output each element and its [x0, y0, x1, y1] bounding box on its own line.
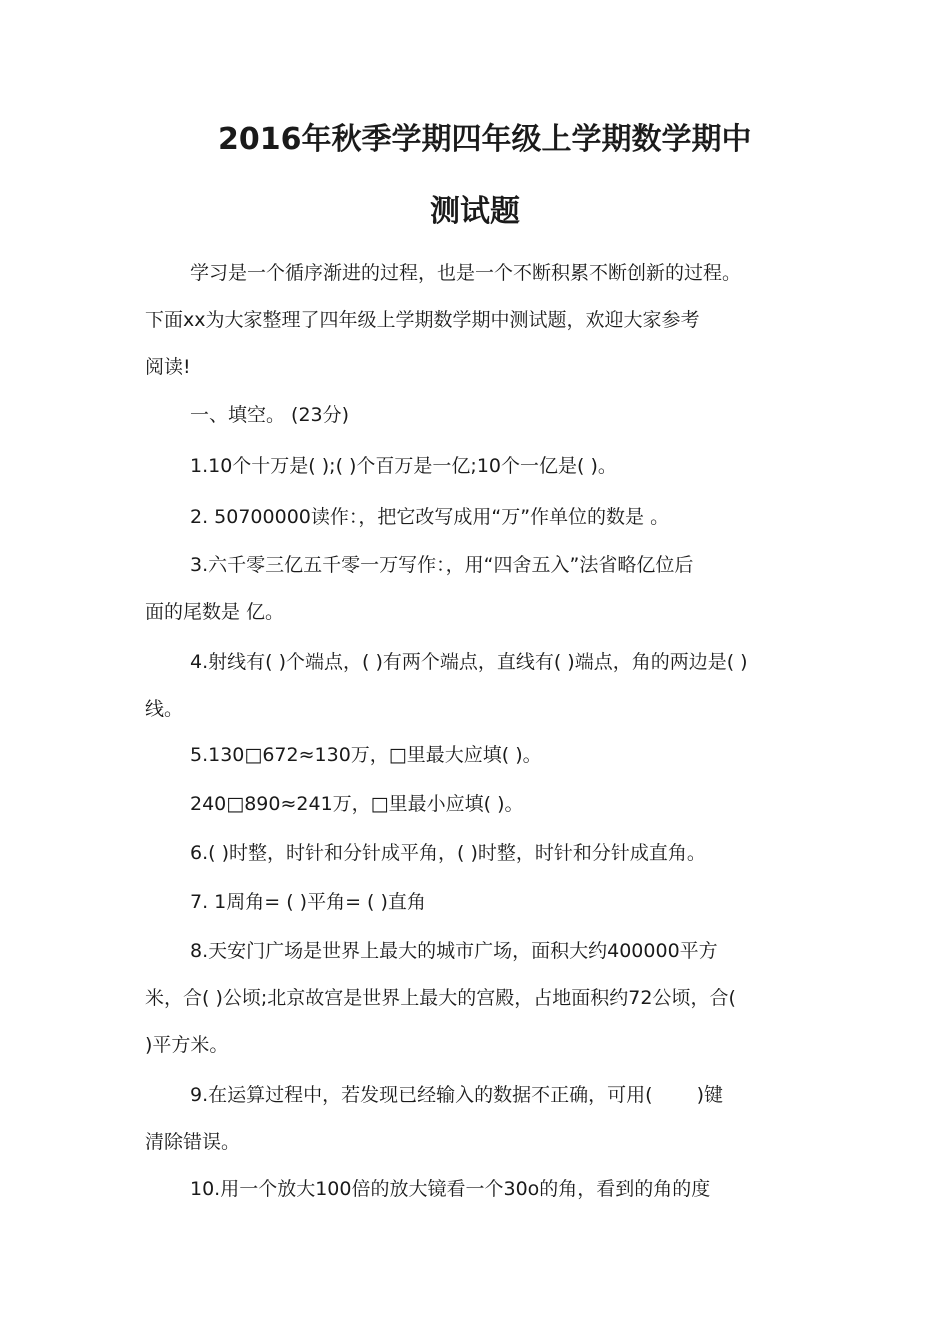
question-3-line-1: 3.六千零三亿五千零一万写作：，用“四舍五入”法省略亿位后	[190, 554, 694, 576]
intro-line-2: 下面xx为大家整理了四年级上学期数学期中测试题，欢迎大家参考	[145, 309, 700, 331]
document-title-line-2: 测试题	[430, 194, 520, 229]
question-4-line-1: 4.射线有( )个端点，( )有两个端点，直线有( )端点，角的两边是( )	[190, 651, 748, 673]
intro-line-1: 学习是一个循序渐进的过程，也是一个不断积累不断创新的过程。	[190, 262, 742, 284]
question-3-line-2: 面的尾数是 亿。	[145, 601, 285, 623]
question-8-line-2: 米，合( )公顷;北京故宫是世界上最大的宫殿，占地面积约72公顷，合(	[145, 987, 736, 1009]
question-10-line-1: 10.用一个放大100倍的放大镜看一个30o的角，看到的角的度	[190, 1178, 711, 1200]
question-7: 7. 1周角= ( )平角= ( )直角	[190, 891, 426, 913]
question-5-line-1: 5.130□672≈130万，□里最大应填( )。	[190, 744, 542, 766]
question-9-line-2: 清除错误。	[145, 1131, 241, 1153]
intro-line-3: 阅读!	[145, 356, 191, 378]
section-heading: 一、填空。 (23分)	[190, 404, 350, 426]
question-1: 1.10个十万是( );( )个百万是一亿;10个一亿是( )。	[190, 455, 617, 477]
question-9-line-1: 9.在运算过程中，若发现已经输入的数据不正确，可用( )键	[190, 1084, 723, 1106]
question-2: 2. 50700000读作：，把它改写成用“万”作单位的数是 。	[190, 506, 670, 528]
question-8-line-3: )平方米。	[145, 1034, 229, 1056]
question-4-line-2: 线。	[145, 698, 184, 720]
question-6: 6.( )时整，时针和分针成平角，( )时整，时针和分针成直角。	[190, 842, 706, 864]
question-8-line-1: 8.天安门广场是世界上最大的城市广场，面积大约400000平方	[190, 940, 718, 962]
question-5-line-2: 240□890≈241万，□里最小应填( )。	[190, 793, 524, 815]
document-title-line-1: 2016年秋季学期四年级上学期数学期中	[218, 122, 752, 157]
